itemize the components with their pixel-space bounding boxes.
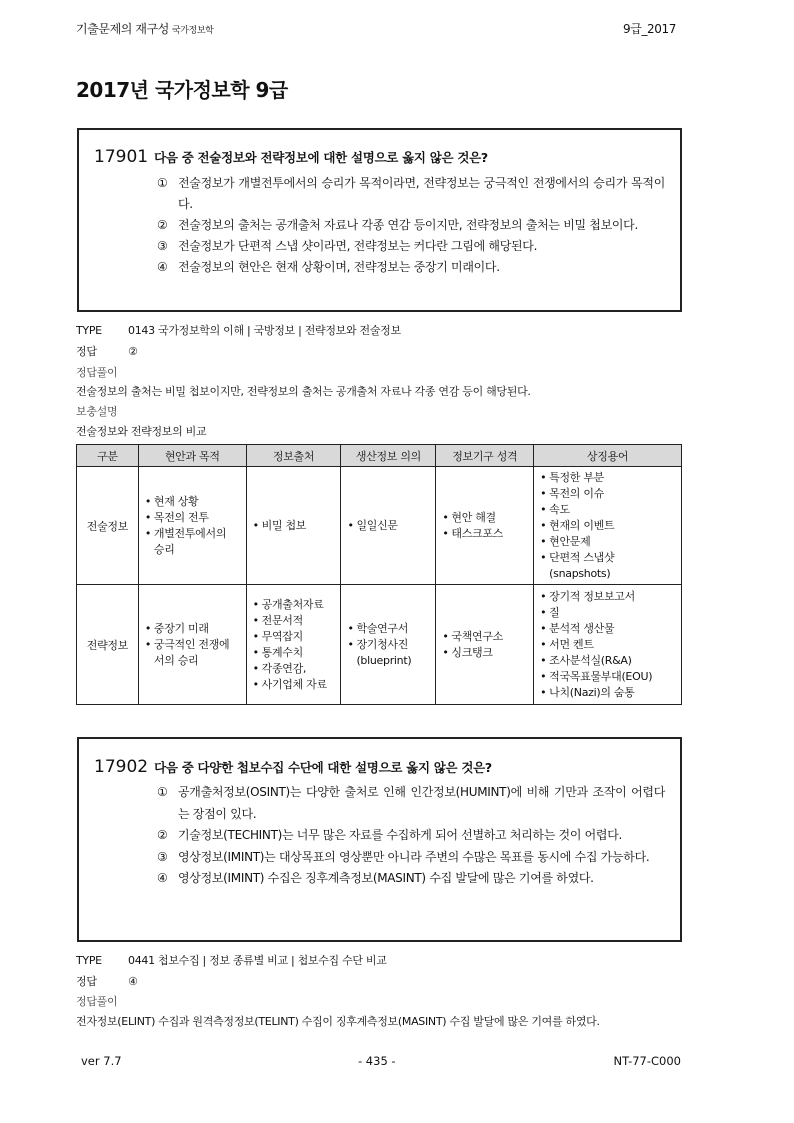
cell-bullet-list	[253, 597, 335, 693]
table-cell	[138, 467, 246, 585]
question-text: 다음 중 전술정보와 전략정보에 대한 설명으로 옳지 않은 것은?	[154, 150, 488, 165]
column-header: 상징용어	[534, 445, 682, 467]
bullet-item: • 속도	[540, 502, 675, 518]
answer-line-17902	[76, 973, 138, 989]
column-header: 생산정보 의의	[341, 445, 436, 467]
option-2	[157, 825, 665, 847]
option-text: 공개출처정보(OSINT)는 다양한 출처로 인해 인간정보(HUMINT)에 비해 기만과 조작이 어렵다는 장점이 있다.	[178, 785, 665, 821]
option-2	[157, 215, 665, 236]
question-box-17902	[77, 737, 682, 942]
header-book-title: 기출문제의 재구성	[76, 22, 169, 36]
bullet-item: • 적국목표물부대(EOU)	[540, 669, 675, 685]
option-text: 전술정보가 단편적 스냅 샷이라면, 전략정보는 커다란 그림에 해당된다.	[178, 239, 538, 253]
option-4	[157, 868, 665, 890]
answer-label: 정답	[76, 975, 97, 988]
bullet-item: • 현재 상황	[145, 494, 240, 510]
bullet-item: • 국책연구소	[442, 629, 527, 645]
bullet-item: • 중장기 미래	[145, 621, 240, 637]
bullet-item: • 장기청사진 (blueprint)	[347, 637, 429, 669]
type-value: 0441 첩보수집 | 정보 종류별 비교 | 첩보수집 수단 비교	[128, 954, 387, 967]
table-cell	[436, 467, 534, 585]
cell-bullet-list	[540, 470, 675, 582]
bullet-item: • 단편적 스냅샷 (snapshots)	[540, 550, 675, 582]
table-row	[77, 467, 682, 585]
page-footer	[81, 1054, 681, 1070]
question-number: 17901	[94, 147, 149, 167]
option-mark: ①	[157, 785, 168, 799]
explanation-label-17902: 정답풀이	[76, 995, 118, 1008]
bullet-item: • 서먼 켄트	[540, 637, 675, 653]
bullet-item: • 비밀 첩보	[253, 518, 335, 534]
explanation-text-17901: 전술정보의 출처는 비밀 첩보이지만, 전략정보의 출처는 공개출처 자료나 각종 연감 등이 해당된다.	[76, 385, 531, 398]
option-3	[157, 236, 665, 257]
row-label: 전술정보	[77, 467, 139, 585]
option-text: 영상정보(IMINT)는 대상목표의 영상뿐만 아니라 주변의 수많은 목표를 동시에 수집 가능하다.	[178, 849, 650, 864]
type-value: 0143 국가정보학의 이해 | 국방정보 | 전략정보와 전술정보	[128, 324, 401, 337]
bullet-item: • 태스크포스	[442, 526, 527, 542]
answer-value: ④	[128, 975, 138, 988]
cell-bullet-list	[347, 518, 429, 534]
table-cell	[246, 585, 341, 705]
option-mark: ④	[157, 260, 168, 274]
option-list	[157, 782, 665, 890]
table-cell	[341, 585, 436, 705]
table-cell	[534, 585, 682, 705]
bullet-item: • 장기적 정보보고서	[540, 589, 675, 605]
bullet-item: • 현안 해결	[442, 510, 527, 526]
column-header: 구분	[77, 445, 139, 467]
header-left	[76, 20, 213, 37]
bullet-item: • 목전의 이슈	[540, 486, 675, 502]
bullet-item: • 나치(Nazi)의 숨통	[540, 685, 675, 701]
bullet-item: • 각종연감,	[253, 661, 335, 677]
table-row	[77, 585, 682, 705]
footer-version: ver 7.7	[81, 1054, 122, 1068]
bullet-item: • 분석적 생산물	[540, 621, 675, 637]
option-mark: ③	[157, 849, 168, 864]
bullet-item: • 사기업체 자료	[253, 677, 335, 693]
explanation-text-17902: 전자정보(ELINT) 수집과 원격측정정보(TELINT) 수집이 징후계측정보(MASINT) 수집 발달에 많은 기여를 하였다.	[76, 1015, 600, 1028]
bullet-item: • 조사분석실(R&A)	[540, 653, 675, 669]
bullet-item: • 궁극적인 전쟁에서의 승리	[145, 637, 240, 669]
option-4	[157, 257, 665, 278]
bullet-item: • 싱크탱크	[442, 645, 527, 661]
header-subject: 국가정보학	[171, 26, 214, 36]
option-1	[157, 782, 665, 825]
option-text: 기술정보(TECHINT)는 너무 많은 자료를 수집하게 되어 선별하고 처리하는 것이 어렵다.	[178, 828, 623, 842]
bullet-item: • 일일신문	[347, 518, 429, 534]
bullet-item: • 공개출처자료	[253, 597, 335, 613]
bullet-item: • 질	[540, 605, 675, 621]
column-header: 현안과 목적	[138, 445, 246, 467]
question-heading	[94, 147, 488, 167]
footer-page-number: - 435 -	[358, 1054, 396, 1068]
table-cell	[436, 585, 534, 705]
type-label: TYPE	[76, 324, 102, 337]
type-label: TYPE	[76, 954, 102, 967]
option-text: 전술정보가 개별전투에서의 승리가 목적이라면, 전략정보는 궁극적인 전쟁에서의 승리가 목적이다.	[178, 176, 665, 211]
option-list	[157, 173, 665, 278]
option-mark: ①	[157, 176, 168, 190]
explanation-label-17901: 정답풀이	[76, 366, 118, 379]
bullet-item: • 목전의 전투	[145, 510, 240, 526]
answer-value: ②	[128, 345, 138, 358]
table-header-row	[77, 445, 682, 467]
option-text: 전술정보의 현안은 현재 상황이며, 전략정보는 중장기 미래이다.	[178, 260, 500, 274]
question-text: 다음 중 다양한 첩보수집 수단에 대한 설명으로 옳지 않은 것은?	[154, 760, 492, 775]
bullet-item: • 전문서적	[253, 613, 335, 629]
page-title: 2017년 국가정보학 9급	[76, 78, 288, 102]
question-heading	[94, 757, 492, 777]
header-exam-label: 9급_2017	[623, 22, 676, 36]
table-cell	[534, 467, 682, 585]
bullet-item: • 현재의 이벤트	[540, 518, 675, 534]
table-cell	[138, 585, 246, 705]
supplement-title: 전술정보와 전략정보의 비교	[76, 425, 207, 438]
type-line-17901	[76, 322, 401, 338]
running-header	[76, 20, 676, 36]
cell-bullet-list	[145, 494, 240, 558]
answer-line-17901	[76, 343, 138, 359]
supplement-label: 보충설명	[76, 405, 118, 418]
cell-bullet-list	[442, 510, 527, 542]
question-number: 17902	[94, 757, 149, 777]
question-box-17901	[77, 128, 682, 312]
cell-bullet-list	[253, 518, 335, 534]
option-mark: ②	[157, 218, 168, 232]
option-mark: ④	[157, 871, 168, 885]
bullet-item: • 무역잡지	[253, 629, 335, 645]
type-line-17902	[76, 952, 387, 968]
option-1	[157, 173, 665, 215]
answer-label: 정답	[76, 345, 97, 358]
cell-bullet-list	[145, 621, 240, 669]
bullet-item: • 특정한 부분	[540, 470, 675, 486]
option-mark: ③	[157, 239, 168, 253]
row-label: 전략정보	[77, 585, 139, 705]
comparison-table	[76, 444, 682, 705]
cell-bullet-list	[442, 629, 527, 661]
column-header: 정보기구 성격	[436, 445, 534, 467]
column-header: 정보출처	[246, 445, 341, 467]
bullet-item: • 현안문제	[540, 534, 675, 550]
bullet-item: • 개별전투에서의 승리	[145, 526, 240, 558]
option-text: 전술정보의 출처는 공개출처 자료나 각종 연감 등이지만, 전략정보의 출처는 비밀 첩보이다.	[178, 218, 638, 232]
cell-bullet-list	[347, 621, 429, 669]
option-mark: ②	[157, 828, 168, 842]
table-cell	[246, 467, 341, 585]
bullet-item: • 학술연구서	[347, 621, 429, 637]
option-text: 영상정보(IMINT) 수집은 징후계측정보(MASINT) 수집 발달에 많은 기여를 하였다.	[178, 871, 594, 885]
bullet-item: • 통계수치	[253, 645, 335, 661]
option-3	[157, 847, 665, 869]
footer-code: NT-77-C000	[613, 1054, 681, 1068]
table-cell	[341, 467, 436, 585]
cell-bullet-list	[540, 589, 675, 701]
